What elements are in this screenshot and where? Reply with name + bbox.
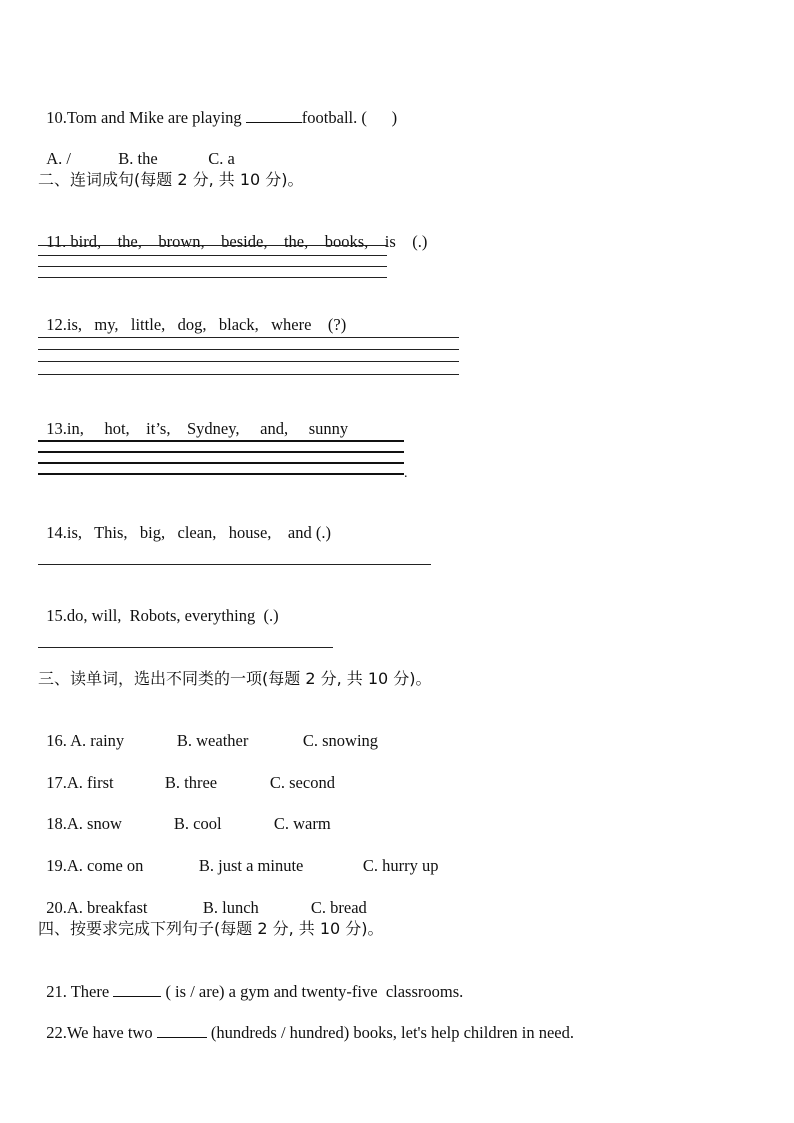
question-21 [38,961,463,1002]
answer-line[interactable] [38,647,333,648]
trailing-period: . [404,466,408,481]
option-c[interactable]: C. a [208,149,235,168]
answer-line[interactable] [38,473,404,475]
option-a[interactable]: A. first [66,773,114,792]
answer-blank[interactable] [113,981,161,997]
question-stem: Tom and Mike are playing [66,108,246,127]
answer-line[interactable] [38,349,459,350]
answer-line[interactable] [38,361,459,362]
word-list: do, will, Robots, everything (.) [66,606,279,625]
option-a[interactable]: A. come on [66,856,144,875]
question-17 [38,753,335,793]
section-4-heading: 四、按要求完成下列句子(每题 2 分, 共 10 分)。 [38,919,384,938]
question-16 [38,711,378,751]
answer-line[interactable] [38,564,431,565]
sentence-start: We have two [66,1023,157,1042]
option-a[interactable]: A. rainy [66,731,125,750]
sentence-start: There [66,982,114,1001]
option-c[interactable]: C. warm [273,814,331,833]
answer-line[interactable] [38,277,387,278]
section-3-heading: 三、读单词，选出不同类的一项(每题 2 分, 共 10 分)。 [38,669,432,688]
answer-line[interactable] [38,462,404,464]
option-b[interactable]: B. lunch [202,898,259,917]
question-number: 15. [46,606,67,625]
question-20 [38,878,367,918]
answer-line[interactable] [38,337,459,338]
question-15 [38,586,279,626]
question-18 [38,794,331,834]
question-11 [38,212,427,252]
answer-line[interactable] [38,266,387,267]
question-22 [38,1002,574,1043]
sentence-end: ( is / are) a gym and twenty-five classrooms. [161,982,464,1001]
section-2-heading: 二、连词成句(每题 2 分, 共 10 分)。 [38,170,304,189]
question-10 [38,87,397,128]
question-number: 13. [46,419,67,438]
word-list: is, This, big, clean, house, and (.) [66,523,331,542]
option-a[interactable]: A. breakfast [66,898,148,917]
option-b[interactable]: B. three [164,773,218,792]
question-number: 20. [46,898,67,917]
question-number: 21. [46,982,67,1001]
question-stem-end: football. ( ) [301,108,398,127]
question-number: 14. [46,523,67,542]
word-list: bird, the, brown, beside, the, books, is (.) [66,232,428,251]
question-number: 18. [46,814,67,833]
question-number: 16. [46,731,67,750]
word-list: in, hot, it’s, Sydney, and, sunny [66,419,349,438]
option-a[interactable]: A. snow [66,814,122,833]
question-number: 22. [46,1023,67,1042]
question-12 [38,295,346,335]
answer-line[interactable] [38,255,387,256]
question-14 [38,503,331,543]
question-19 [38,836,439,876]
answer-blank[interactable] [157,1022,207,1038]
option-a[interactable]: A. / [46,149,71,168]
sentence-end: (hundreds / hundred) books, let's help children in need. [206,1023,574,1042]
option-c[interactable]: C. hurry up [362,856,439,875]
answer-blank[interactable] [246,107,302,123]
question-number: 12. [46,315,67,334]
option-c[interactable]: C. second [269,773,335,792]
option-c[interactable]: C. snowing [302,731,379,750]
question-number: 11. [46,232,67,251]
question-number: 19. [46,856,67,875]
option-b[interactable]: B. weather [176,731,249,750]
answer-line[interactable] [38,245,387,246]
answer-line[interactable] [38,451,404,453]
option-b[interactable]: B. the [118,149,158,168]
question-10-options [38,129,235,169]
question-number: 17. [46,773,67,792]
answer-line[interactable] [38,440,404,442]
answer-line[interactable] [38,374,459,375]
word-list: is, my, little, dog, black, where (?) [66,315,347,334]
option-b[interactable]: B. cool [173,814,222,833]
option-c[interactable]: C. bread [310,898,367,917]
question-number: 10. [46,108,67,127]
question-13 [38,399,348,439]
option-b[interactable]: B. just a minute [198,856,304,875]
